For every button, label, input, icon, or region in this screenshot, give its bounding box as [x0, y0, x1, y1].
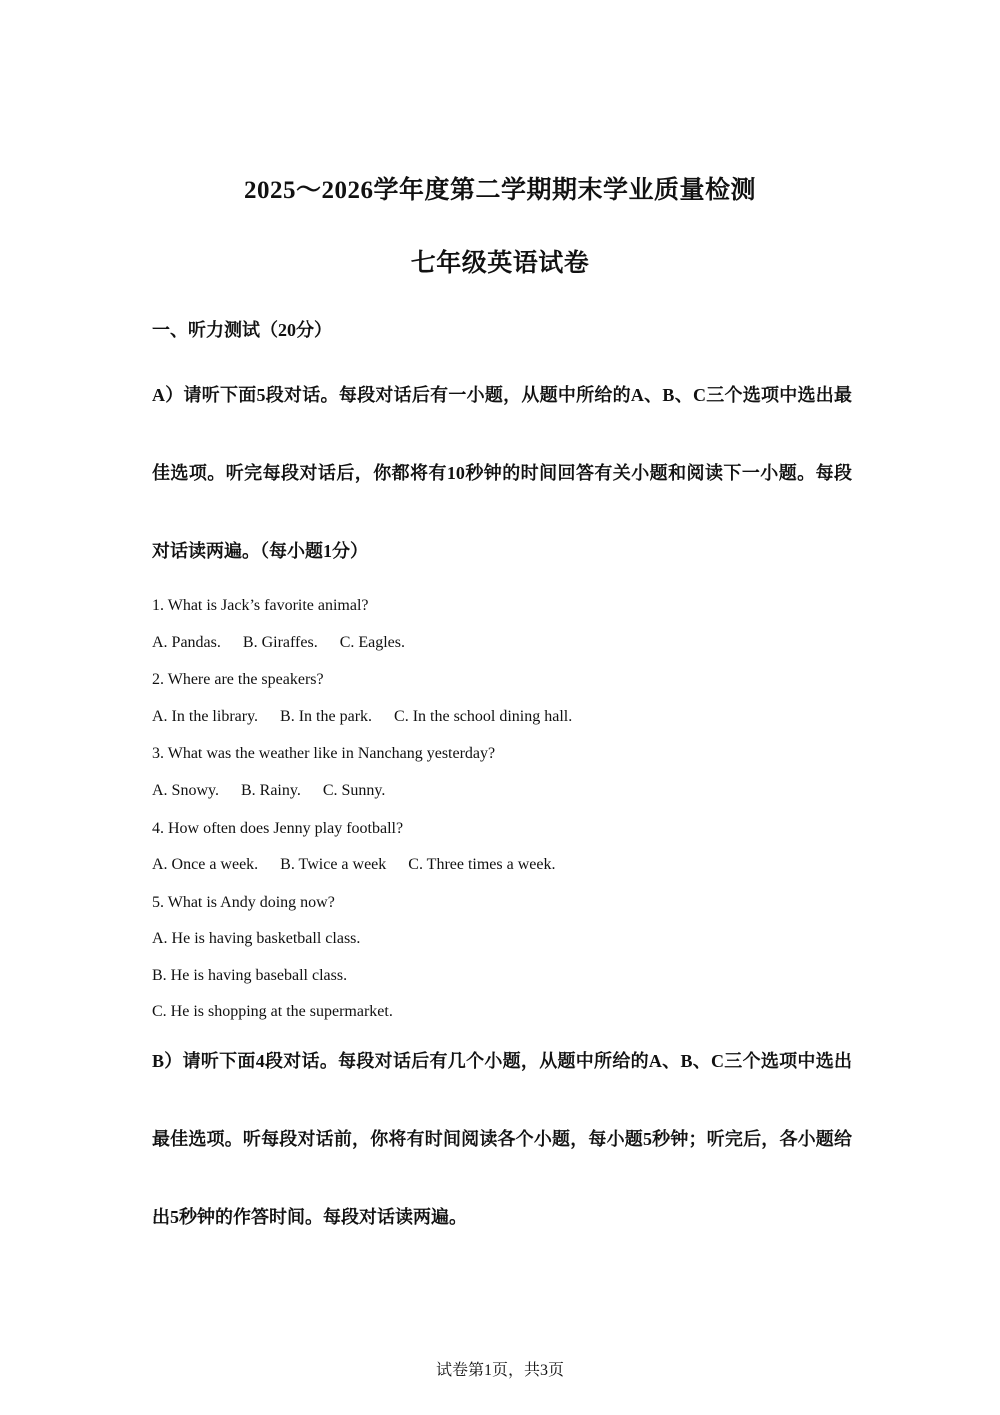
question-3-option-a: A. Snowy.	[152, 782, 219, 799]
question-4-option-c: C. Three times a week.	[408, 856, 556, 873]
part-a-instruction: A）请听下面5段对话。每段对话后有一小题，从题中所给的A、B、C三个选项中选出最佳选项。听完每段对话后，你都将有10秒钟的时间回答有关小题和阅读下一小题。每段对话读两遍。（每小题1分）	[152, 385, 852, 561]
exam-title: 2025～2026学年度第二学期期末学业质量检测	[243, 177, 756, 204]
question-3-option-c: C. Sunny.	[322, 782, 386, 799]
question-1-option-a: A. Pandas.	[152, 634, 221, 651]
question-1-option-b: B. Giraffes.	[242, 634, 318, 651]
question-4-option-b: B. Twice a week	[280, 856, 387, 873]
exam-subtitle: 七年级英语试卷	[410, 250, 590, 277]
page-footer: 试卷第1页，共3页	[435, 1362, 564, 1379]
question-1-options	[152, 633, 405, 653]
question-5-option-c: C. He is shopping at the supermarket.	[152, 1003, 393, 1020]
question-3-options	[152, 781, 385, 801]
question-2-option-a: A. In the library.	[152, 708, 259, 725]
section-heading-listening: 一、听力测试（20分）	[152, 320, 332, 340]
question-2-options	[152, 707, 572, 727]
question-5-option-a: A. He is having basketball class.	[152, 930, 361, 947]
question-2: 2. Where are the speakers?	[152, 671, 324, 688]
question-3-option-b: B. Rainy.	[240, 782, 301, 799]
question-2-option-b: B. In the park.	[280, 708, 373, 725]
question-1-option-c: C. Eagles.	[339, 634, 406, 651]
question-1: 1. What is Jack’s favorite animal?	[152, 597, 369, 614]
question-4-option-a: A. Once a week.	[152, 856, 259, 873]
part-b-instruction: B）请听下面4段对话。每段对话后有几个小题，从题中所给的A、B、C三个选项中选出最佳选项。听每段对话前，你将有时间阅读各个小题，每小题5秒钟；听完后，各小题给出5秒钟的作答时间。每段对话读两遍。	[152, 1051, 852, 1227]
question-3: 3. What was the weather like in Nanchang yesterday?	[152, 745, 496, 762]
question-4: 4. How often does Jenny play football?	[152, 820, 404, 837]
question-2-option-c: C. In the school dining hall.	[394, 708, 573, 725]
question-5-option-b: B. He is having baseball class.	[152, 967, 348, 984]
question-4-options	[152, 855, 556, 875]
question-5: 5. What is Andy doing now?	[152, 894, 335, 911]
